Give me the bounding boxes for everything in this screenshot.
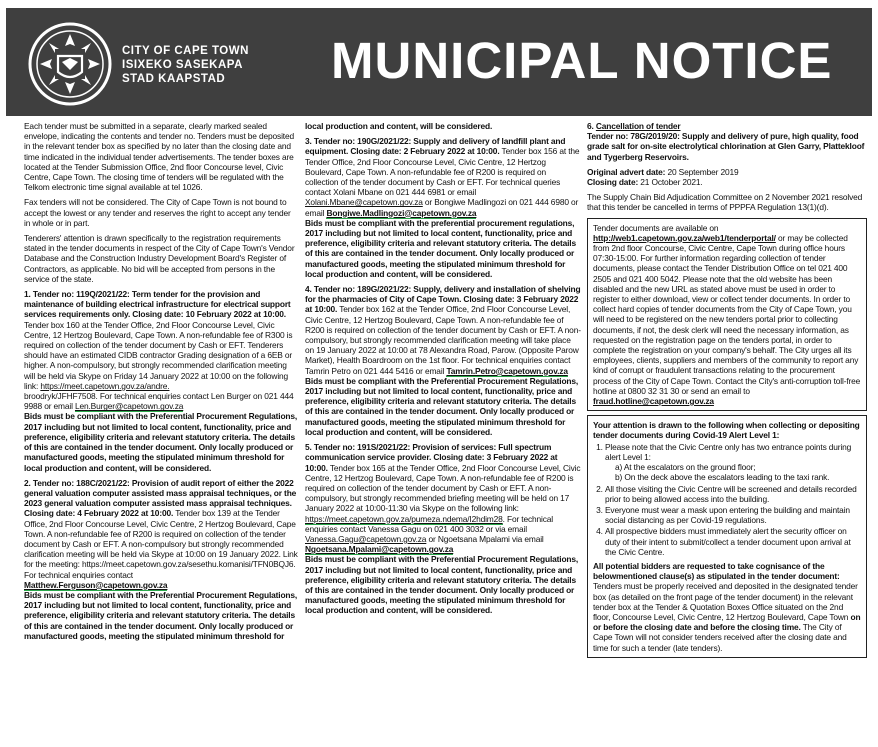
cancellation-heading: Cancellation of tender: [595, 121, 681, 131]
tender-5-mid-2: or Ngoetsana Mpalami via email: [426, 533, 544, 544]
bidders-section: [593, 561, 861, 653]
column-3: [587, 121, 867, 662]
tender-3: [305, 136, 581, 279]
header-banner: [6, 8, 872, 116]
tender-1-contact: . For technical enquiries contact Len Burger on 021 444 9988 or email: [24, 391, 294, 412]
tender-3-compliance: Bids must be compliant with the preferential procurement regulations, 2017 including but not limited to local content, functionality, price and preference, eligibility criteria and relevant statutory criteria. The details of this are contained in the tender document. Only locally produced or manufactured goods, meeting the stipulated minimum threshold for local production and content, will be considered.: [305, 217, 576, 279]
docs-body: or may be collected from 2nd floor Concourse, Civic Centre, Cape Town during office hours 07:30-15:00. For further information regarding collection of tender documents, please contact the Tender Distribution Office on tel 021 400 2505 and 021 400 5042. Please note that the old website has been disabled and the new URL as stated above must be used in order to register to either download, view or collect tender documents. In order to collect hard copies of tender documents from the City of Cape Town, you will need to be registered on the new tenders portal prior to collecting documents, if not, the desk clerk will need the necessary information, as requested on the registration page on the tenders portal, in order to complete the registration on your company's behalf. The City urges all its employees, clients, suppliers and members of the community to report any kind of corrupt or fraudulent transactions relating to the procurement process of the City of Cape Town. Contact the City's anti-corruption toll-free hotline at 0800 32 31 30 or send an email to: [593, 232, 861, 396]
tender-4-compliance: Bids must be compliant with the Preferential Procurement Regulations, 2017 including but not limited to local content, functionality, price and preference, eligibility criteria and relevant statutory criteria. The details of this are contained in the tender document. Only locally produced or manufactured goods, meeting the stipulated minimum threshold for local production and content, will be considered.: [305, 375, 579, 437]
column-1: [24, 121, 298, 646]
tender-5-email-link-2[interactable]: Ngoetsana.Mpalami@capetown.gov.za: [305, 544, 454, 555]
tender-2-compliance-cont: local production and content, will be considered.: [305, 121, 493, 131]
covid-box: [587, 415, 867, 657]
tender-5-heading: 5. Tender no: 191S/2021/22: Provision of services: Full spectrum communication service provider. Closing date: 3 February 2022 at 10:00.: [305, 442, 558, 473]
bidders-body: Tenders must be properly received and deposited in the designated tender box (as detailed on the front page of the tender document) in the relevant tender box at the Tender & Quotation Boxes Office situated on the 2nd floor, Concourse Level, Civic Centre, 12 Hertzog Boulevard, Cape Town: [593, 581, 858, 622]
advert-date-label: Original advert date:: [587, 166, 666, 177]
tender-3-mid: or Bongiwe Madlingozi on 021 444 6980 or email: [305, 197, 579, 218]
city-brand: [122, 44, 249, 86]
fraud-hotline-email-link[interactable]: fraud.hotline@capetown.gov.za: [593, 396, 714, 407]
tender-5-compliance: Bids must be compliant with the Preferential Procurement Regulations, 2017 including but not limited to local content, functionality, price and preference, eligibility criteria and relevant statutory criteria. The details of this are contained in the tender document. Only locally produced or manufactured goods, meeting the stipulated minimum threshold for local production and content, will be considered.: [305, 554, 579, 616]
tender-1-email-link[interactable]: Len.Burger@capetown.gov.za: [74, 401, 184, 412]
tender-1-compliance: Bids must be compliant with the Preferential Procurement Regulations, 2017 including but not limited to local content, functionality, price and preference, eligibility criteria and relevant statutory criteria. The details of this are contained in the tender document. Only locally produced or manufactured goods, meeting the stipulated minimum threshold for local production and content, will be considered.: [24, 411, 298, 473]
tender-1-skype-link[interactable]: https://meet.capetown.gov.za/andre.: [40, 380, 170, 391]
closing-date-value: 21 October 2021.: [638, 177, 703, 188]
tender-1: [24, 289, 298, 473]
tender-5-mid: . For technical enquiries contact Vanessa Gagu on 021 400 3032 or via email: [305, 513, 554, 534]
brand-line-english: CITY OF CAPE TOWN: [122, 45, 249, 57]
tender-documents-box: [587, 218, 867, 412]
cancellation-resolution: The Supply Chain Bid Adjudication Committee on 2 November 2021 resolved that this tender be cancelled in terms of PPPFA Regulation 13(1)(d).: [587, 192, 863, 213]
column-2: [305, 121, 581, 621]
covid-item-4: 4. All prospective bidders must immediately alert the security officer on duty of their intent to submit/collect a tender document upon arrival at the Civic Centre.: [605, 526, 861, 557]
tender-1-skype-link-cont: broodryk/JFHF7508: [24, 391, 96, 402]
tender-2-email-link[interactable]: Matthew.Ferguson@capetown.gov.za: [24, 579, 168, 590]
tender-3-body: Tender box 156 at the Tender Office, 2nd Floor Concourse Level, Civic Centre, 12 Hertzog Boulevard, Cape Town. A non-refundable fee of R200 is required on collection of the tender document by Cash or EFT. For technical queries contact Xolani Mbane on 021 444 6981 or email: [305, 146, 580, 198]
covid-item-3: 3. Everyone must wear a mask upon entering the building and maintain social distancing as per Covid-19 regulations.: [605, 505, 861, 525]
brand-line-xhosa: ISIXEKO SASEKAPA: [122, 59, 243, 71]
advert-date-value: 20 September 2019: [665, 166, 739, 177]
bidders-deadline: on or before the closing date and before the closing time.: [593, 611, 861, 633]
cancellation-tender: Tender no: 78G/2019/20: Supply and delivery of pure, high quality, food grade salt for on-site electrolytical chlorination at Glen Garry, Plattekloof and Tygerberg Reservoirs.: [587, 131, 865, 162]
intro-paragraph: Each tender must be submitted in a separate, clearly marked sealed envelope, indicating the contents and tender no. Tenders must be deposited in the relevant tender box as specified by no later than the closing date and time indicated in the individual tender advertisements. The tender boxes are located at the Tender Submission Office, 2nd floor Concourse level, Civic Centre, Cape Town. The closing time of tenders will be regulated with the Telkom electronic time signal available at tel 1026.: [24, 121, 294, 193]
brand-line-afrikaans: STAD KAAPSTAD: [122, 73, 226, 85]
tender-4-email-link[interactable]: Tamrin.Petro@capetown.gov.za: [446, 365, 568, 376]
tender-3-email-link-1[interactable]: Xolani.Mbane@capetown.gov.za: [305, 197, 423, 208]
cancellation-section: [587, 121, 867, 162]
tender-3-heading: 3. Tender no: 190G/2021/22: Supply and delivery of landfill plant and equipment. Closing date: 2 February 2022 at 10:00.: [305, 136, 566, 157]
tender-5-email-link-1[interactable]: Vanessa.Gagu@capetown.gov.za: [305, 533, 427, 544]
city-crest-icon: [28, 22, 112, 106]
bidders-heading: All potential bidders are requested to take cognisance of the belowmentioned clause(s) as stipulated in the tender document:: [593, 560, 840, 582]
registration-paragraph: Tenderers' attention is drawn specifically to the registration requirements stated in the tender documents in respect of the City of Cape Town's Vendor Database and the Construction Industry Development Board's Register of Contractors, as applicable. No bid will be accepted from persons in the service of the state.: [24, 233, 295, 284]
covid-item-2: 2. All those visiting the Civic Centre will be screened and details recorded prior to being allowed access into the building.: [605, 484, 861, 504]
tender-5: [305, 442, 581, 615]
covid-list: [593, 442, 861, 557]
cancellation-number: 6.: [587, 121, 596, 131]
cancellation-dates: [587, 167, 867, 187]
covid-item-1-text: Please note that the Civic Centre only has two entrance points during alert Level 1:: [605, 441, 852, 462]
tender-1-heading: 1. Tender no: 119Q/2021/22: Term tender for the provision and maintenance of building electrical infrastructure for electrical support services requirements only. Closing date: 10 February 2022 at 10:00.: [24, 289, 291, 320]
tender-4-body: Tender box 162 at the Tender Office, 2nd Floor Concourse Level, Civic Centre, 12 Hertzog Boulevard, Cape Town. A non-refundable fee of R200 is required on collection of the tender document by Cash or EFT. A non-compulsory, but strongly recommended clarification meeting will take place on 19 January 2022 at 10:00 at 78 Alexandra Road, Parow. (Opposite Parow Market), Health Boardroom on the 1st floor. For technical enquiries contact Tamrin Petro on 021 444 5416 or email: [305, 304, 581, 376]
tender-2-compliance: Bids must be compliant with the Preferential Procurement Regulations, 2017 including but not limited to local content, functionality, price and preference, eligibility criteria and relevant statutory criteria. The details of this are contained in the tender document. Only locally produced or manufactured goods, meeting the stipulated minimum threshold for: [24, 589, 298, 641]
tender-2-body: Tender box 139 at the Tender Office, 2nd Floor Concourse Level, Civic Centre, 2 Hertzog Boulevard, Cape Town. A non-refundable fee of R200 is required on collection of the tender document by Cash or EFT. A non-compulsory but strongly recommended clarification meeting will be held via Skype at 10:00 on 19 January 2022. Link for the meeting: https://meet.capetown.gov.za/sesethu.komanisi/TFN0BQJ6. For technical enquiries contact: [24, 508, 298, 580]
bidders-tail: The City of Cape Town will not consider tenders received after the closing date and time for such a tender (late tenders).: [593, 622, 847, 653]
covid-sub-b: b) On the deck above the escalators leading to the taxi rank.: [615, 472, 830, 483]
covid-heading: Your attention is drawn to the following when collecting or depositing tender documents during Covid-19 Alert Level 1:: [593, 420, 860, 441]
docs-intro: Tender documents are available on: [593, 222, 719, 233]
tender-portal-link[interactable]: http://web1.capetown.gov.za/web1/tenderportal/: [593, 232, 776, 243]
notice-title: MUNICIPAL NOTICE: [331, 32, 833, 89]
fax-paragraph: Fax tenders will not be considered. The City of Cape Town is not bound to accept the lowest or any tender and reserves the right to accept any tender in whole or in part.: [24, 197, 291, 228]
covid-item-1: [605, 442, 861, 483]
tender-3-email-link-2[interactable]: Bongiwe.Madlingozi@capetown.gov.za: [326, 207, 477, 218]
tender-1-body: Tender box 160 at the Tender Office, 2nd Floor Concourse Level, Civic Centre, 12 Hertzog Boulevard, Cape Town. A non-refundable fee of R300 is required on collection of the tender document by Cash or EFT. Tenderers should have an estimated CIDB contractor Grading designation of a 6EB or higher. A non-compulsory, but strongly recommended clarification meeting will be held via Skype on Friday 14 January 2022 at 10:00 on the following link:: [24, 319, 293, 391]
tender-4: [305, 284, 581, 437]
tender-2-heading: 2. Tender no: 188C/2021/22: Provision of audit report of either the 2022 general valuation computer assisted mass appraisal techniques, or the 2023 general valuation computer assisted mass appraisal techniques. Closing date: 4 February 2022 at 10:00.: [24, 477, 297, 519]
tender-4-heading: 4. Tender no: 189G/2021/22: Supply, delivery and installation of shelving for the pharmacies of City of Cape Town. Closing date: 3 February 2022 at 10:00.: [305, 284, 581, 315]
tender-2: [24, 478, 298, 641]
closing-date-label: Closing date:: [587, 177, 639, 188]
tender-5-skype-link[interactable]: https://meet.capetown.gov.za/pumeza.ndema/I2hdim28: [305, 513, 503, 524]
covid-sub-a: a) At the escalators on the ground floor;: [615, 462, 756, 473]
tender-5-body: Tender box 165 at the Tender Office, 2nd Floor Concourse Level, Civic Centre, 12 Hertzog Boulevard, Cape Town. A non-refundable fee of R200 is required on collection of the tender document by Cash or EFT. A non-compulsory, but strongly recommended briefing meeting will be held on 17 January 2022 at 10:00-11:30 via Skype on the following link:: [305, 462, 581, 514]
